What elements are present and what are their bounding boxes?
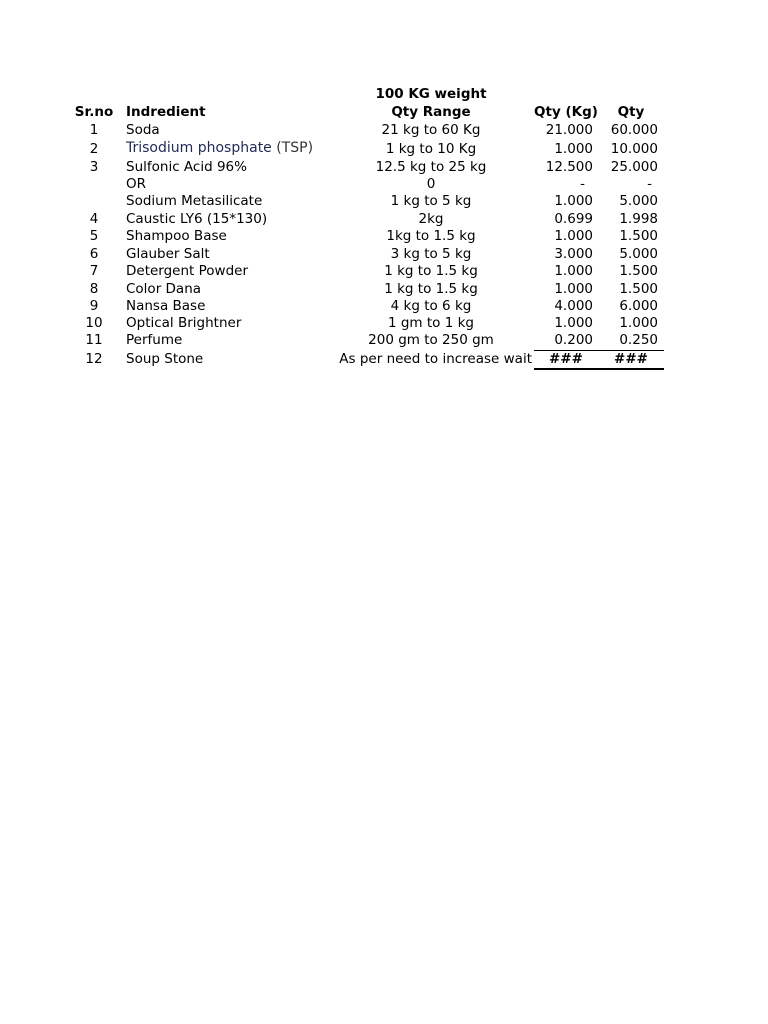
row-range: 12.5 kg to 25 kg: [375, 159, 487, 175]
row-qty: 5.000: [619, 246, 658, 262]
tsp-abbreviation: (TSP): [271, 140, 314, 156]
row-range: 0: [426, 176, 436, 192]
row-qty: -: [647, 176, 652, 192]
header-ingredient: Indredient: [126, 104, 206, 120]
row-ingredient: Shampoo Base: [126, 228, 227, 244]
row-sr: 10: [85, 315, 103, 331]
header-sr-no: Sr.no: [74, 104, 114, 120]
header-qty-kg: Qty (Kg): [534, 104, 598, 120]
row-sr: 1: [89, 122, 99, 138]
row-qty-kg: 1.000: [554, 228, 593, 244]
row-ingredient: Perfume: [126, 332, 183, 348]
row-sr: 4: [89, 211, 99, 227]
row-sr: 5: [89, 228, 99, 244]
row-qty-kg: 1.000: [554, 315, 593, 331]
header-qty-range: Qty Range: [391, 104, 471, 120]
row-sr: 7: [89, 263, 99, 279]
row-ingredient: Sodium Metasilicate: [126, 193, 263, 209]
row-qty: 5.000: [619, 193, 658, 209]
row-ingredient: Detergent Powder: [126, 263, 249, 279]
row-qty-kg: 1.000: [554, 281, 593, 297]
row-range: 1 kg to 10 Kg: [385, 141, 477, 157]
row-range: As per need to increase wait: [339, 351, 532, 367]
row-ingredient: [126, 140, 313, 157]
row-ingredient: Soup Stone: [126, 351, 204, 367]
row-qty: 1.500: [619, 281, 658, 297]
range-title: 100 KG weight: [375, 86, 487, 102]
row-sr: 12: [85, 351, 103, 367]
total-qty-overflow: ###: [614, 351, 648, 367]
row-range: 21 kg to 60 Kg: [381, 122, 481, 138]
row-range: 1 kg to 1.5 kg: [384, 281, 478, 297]
tsp-name: Trisodium phosphate: [126, 140, 272, 156]
row-sr: 2: [89, 141, 99, 157]
row-ingredient: Nansa Base: [126, 298, 206, 314]
row-sr: 11: [85, 332, 103, 348]
row-ingredient: OR: [126, 176, 147, 192]
row-qty-kg: 0.200: [554, 332, 593, 348]
row-qty-kg: -: [580, 176, 585, 192]
header-qty: Qty: [617, 104, 645, 120]
row-qty: 60.000: [610, 122, 658, 138]
row-qty-kg: 12.500: [545, 159, 593, 175]
row-qty-kg: 1.000: [554, 141, 593, 157]
row-sr: 8: [89, 281, 99, 297]
row-ingredient: Optical Brightner: [126, 315, 242, 331]
row-qty: 1.000: [619, 315, 658, 331]
row-range: 1 kg to 5 kg: [390, 193, 472, 209]
row-range: 200 gm to 250 gm: [368, 332, 494, 348]
row-ingredient: Caustic LY6 (15*130): [126, 211, 268, 227]
row-range: 1 kg to 1.5 kg: [384, 263, 478, 279]
total-qty-kg-overflow: ###: [549, 351, 583, 367]
row-range: 4 kg to 6 kg: [390, 298, 472, 314]
row-range: 2kg: [418, 211, 444, 227]
row-qty-kg: 3.000: [554, 246, 593, 262]
row-qty-kg: 21.000: [545, 122, 593, 138]
row-range: 1 gm to 1 kg: [387, 315, 474, 331]
row-ingredient: Glauber Salt: [126, 246, 210, 262]
row-qty: 1.500: [619, 228, 658, 244]
row-qty-kg: 0.699: [554, 211, 593, 227]
row-ingredient: Soda: [126, 122, 160, 138]
row-range: 1kg to 1.5 kg: [386, 228, 476, 244]
row-qty: 1.998: [619, 211, 658, 227]
row-qty: 0.250: [619, 332, 658, 348]
row-qty: 1.500: [619, 263, 658, 279]
row-qty: 6.000: [619, 298, 658, 314]
row-qty: 25.000: [610, 159, 658, 175]
row-qty: 10.000: [610, 141, 658, 157]
row-range: 3 kg to 5 kg: [390, 246, 472, 262]
row-qty-kg: 1.000: [554, 263, 593, 279]
row-qty-kg: 4.000: [554, 298, 593, 314]
row-ingredient: Sulfonic Acid 96%: [126, 159, 247, 175]
row-sr: 6: [89, 246, 99, 262]
row-ingredient: Color Dana: [126, 281, 202, 297]
row-sr: 9: [89, 298, 99, 314]
row-qty-kg: 1.000: [554, 193, 593, 209]
total-bottom-border: [534, 368, 664, 370]
row-sr: 3: [89, 159, 99, 175]
